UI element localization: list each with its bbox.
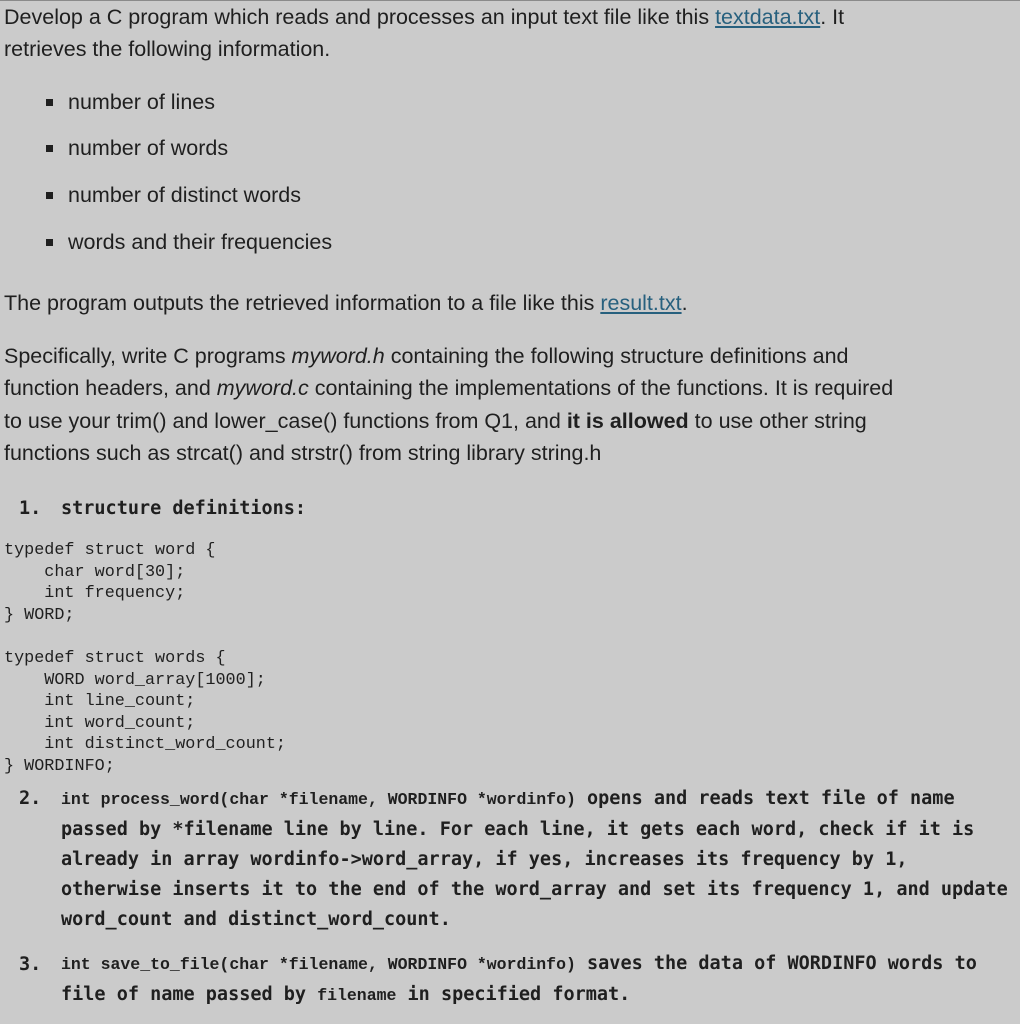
output-text: The program outputs the retrieved information to a file like this [4,291,601,315]
intro-line-1 [4,5,844,30]
list-item: number of distinct words [68,183,302,207]
spec-line: functions such as strcat() and strstr() from string library string.h [4,441,602,465]
item-number: 2. [19,788,42,809]
result-link[interactable]: result.txt [600,291,682,315]
output-paragraph [4,291,688,316]
spec-text: function headers, and [4,376,217,400]
code-block-wordinfo-struct: typedef struct words { WORD word_array[1000]; int line_count; int word_count; int distinct_word_count; } WORDINFO; [4,649,286,776]
item-number: 1. [19,498,42,519]
textdata-link[interactable]: textdata.txt [715,5,821,29]
spec-text: Specifically, write C programs [4,344,292,368]
function-signature: int save_to_file(char *filename, WORDINFO *wordinfo) [61,955,576,974]
bullet-icon [46,192,53,199]
allowed-emphasis: it is allowed [566,409,689,433]
intro-text: Develop a C program which reads and processes an input text file like this [4,5,716,29]
bullet-icon [46,239,53,246]
function-signature: int process_word(char *filename, WORDINFO *wordinfo) [61,790,576,809]
item-text: saves the data of WORDINFO words to file of name passed by [61,953,977,1005]
bullet-icon [46,99,53,106]
spec-line [4,376,893,401]
spec-line [4,344,848,369]
list-item: number of words [68,136,229,160]
spec-text: containing the following structure definitions and [384,344,849,368]
intro-text-after: . It [820,5,845,29]
item-description [61,949,1011,1011]
spec-text: to use your trim() and lower_case() functions from Q1, and [4,409,567,433]
spec-text: to use other string [688,409,867,433]
item-number: 3. [19,954,42,975]
item-text: opens and reads text file of name passed by *filename line by line. For each line, it gets each word, check if it is already in array wordinfo->word_array, if yes, increases its frequency by 1, otherwise inserts it to the end of the word_array and set its frequency 1, and update word_count and distinct_word_count. [61,788,1008,930]
item-text: in specified format. [396,984,631,1005]
output-period: . [681,291,688,315]
filename-param: filename [317,986,397,1005]
header-filename: myword.h [291,344,385,368]
code-block-word-struct: typedef struct word { char word[30]; int frequency; } WORD; [4,541,216,625]
intro-line-2: retrieves the following information. [4,37,331,61]
item-description [61,784,1011,935]
item-title: structure definitions: [61,498,307,519]
list-item: words and their frequencies [68,230,333,254]
spec-text: containing the implementations of the functions. It is required [308,376,894,400]
spec-line [4,409,867,434]
list-item: number of lines [68,90,215,114]
bullet-icon [46,145,53,152]
source-filename: myword.c [216,376,309,400]
